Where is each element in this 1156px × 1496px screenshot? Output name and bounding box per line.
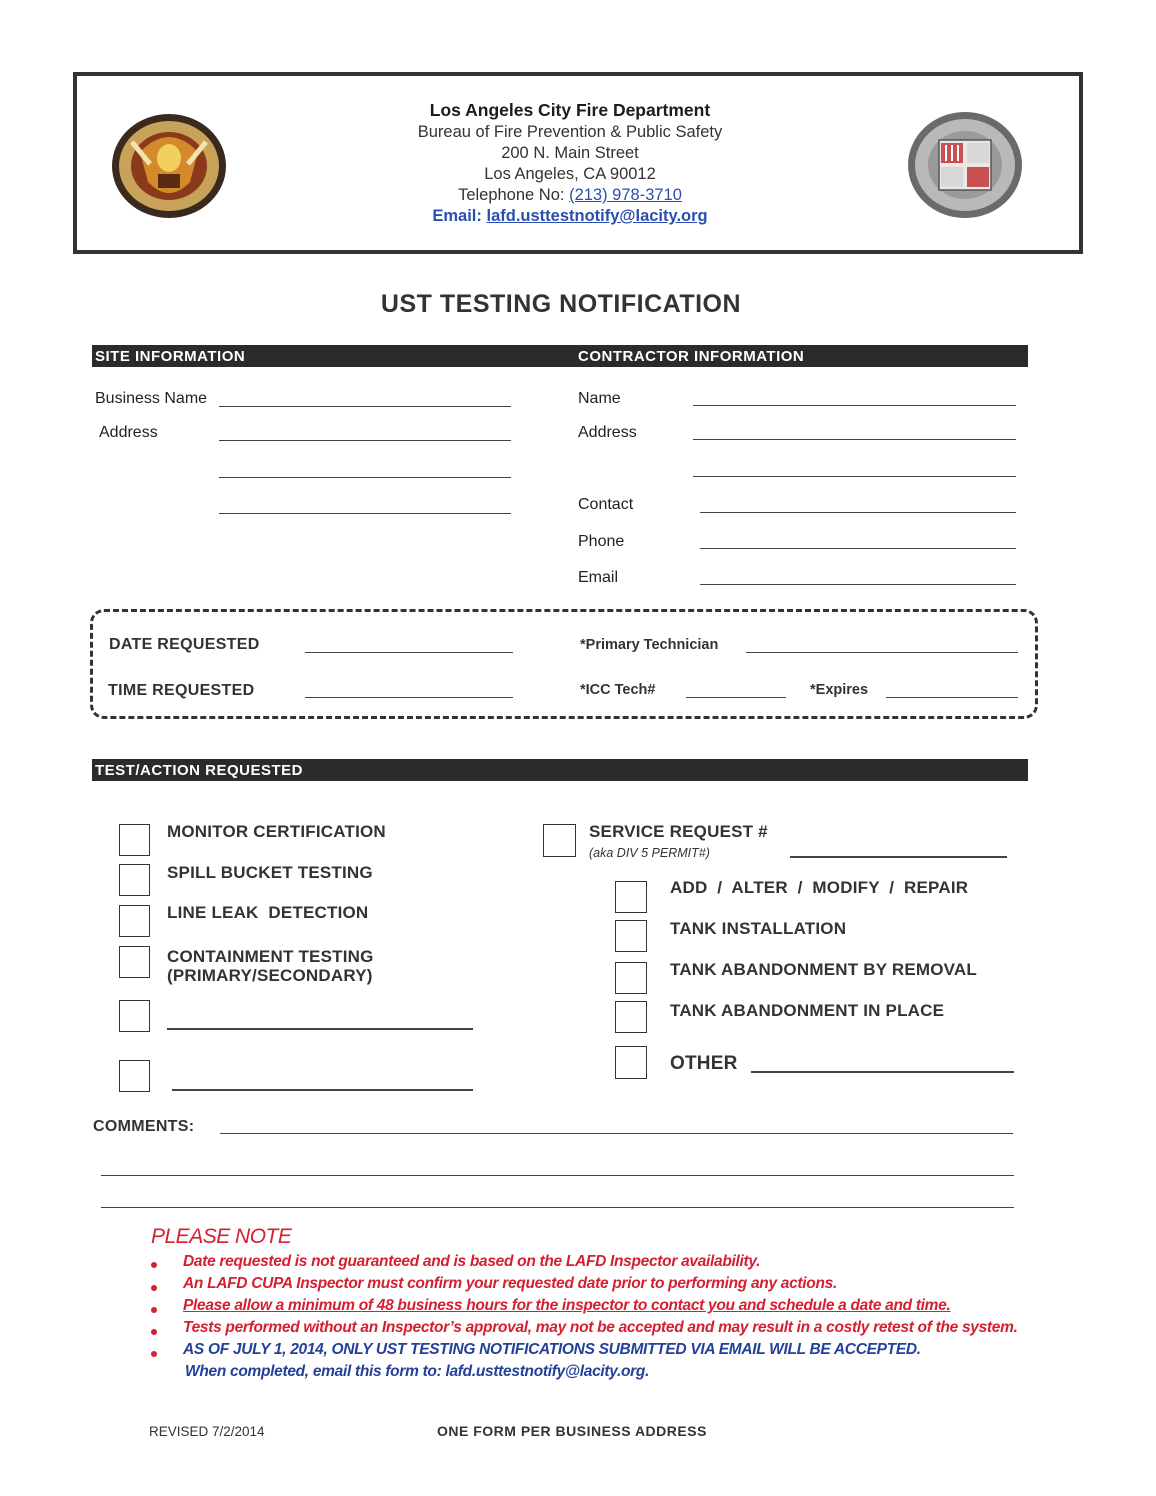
contact-field[interactable] <box>700 512 1016 513</box>
one-form-notice: ONE FORM PER BUSINESS ADDRESS <box>437 1423 707 1439</box>
primary-tech-label: *Primary Technician <box>580 637 719 653</box>
note-6: When completed, email this form to: lafd.usttestnotify@lacity.org. <box>185 1363 650 1380</box>
date-requested-label: DATE REQUESTED <box>109 636 260 653</box>
contractor-address-label: Address <box>578 424 637 441</box>
containment-checkbox[interactable] <box>119 946 150 978</box>
tank-installation-label: TANK INSTALLATION <box>670 919 847 938</box>
abandonment-removal-label: TANK ABANDONMENT BY REMOVAL <box>670 960 977 979</box>
other-label: OTHER <box>670 1053 738 1074</box>
note-2: An LAFD CUPA Inspector must confirm your requested date prior to performing any actions. <box>183 1275 837 1292</box>
email-label: Email: <box>432 207 482 225</box>
containment-label: CONTAINMENT TESTING <box>167 947 374 966</box>
email-line <box>330 207 810 226</box>
contractor-address-field[interactable] <box>693 439 1016 440</box>
spill-bucket-label: SPILL BUCKET TESTING <box>167 863 373 882</box>
abandonment-in-place-label: TANK ABANDONMENT IN PLACE <box>670 1001 945 1020</box>
custom-test-1-checkbox[interactable] <box>119 1000 150 1032</box>
comments-line-2[interactable] <box>101 1175 1014 1176</box>
custom-test-2-checkbox[interactable] <box>119 1060 150 1092</box>
other-field[interactable] <box>751 1071 1014 1073</box>
monitor-certification-label: MONITOR CERTIFICATION <box>167 822 386 841</box>
phone-label: Phone <box>578 533 625 550</box>
city-address: Los Angeles, CA 90012 <box>484 165 656 183</box>
custom-test-1-field[interactable] <box>167 1028 473 1030</box>
city-seal-logo <box>906 110 1024 220</box>
service-request-label: SERVICE REQUEST # <box>589 822 768 841</box>
contractor-name-label: Name <box>578 390 621 407</box>
business-name-field[interactable] <box>219 406 511 407</box>
tank-installation-checkbox[interactable] <box>615 920 647 952</box>
comments-line-3[interactable] <box>101 1207 1014 1208</box>
business-name-label: Business Name <box>95 390 208 407</box>
primary-tech-field[interactable] <box>746 652 1018 653</box>
service-request-sublabel: (aka DIV 5 PERMIT#) <box>589 846 710 860</box>
telephone-label: Telephone No: <box>458 186 565 204</box>
please-note-heading: PLEASE NOTE <box>151 1225 292 1248</box>
test-action-heading: TEST/ACTION REQUESTED <box>95 762 304 779</box>
lafd-seal-logo <box>110 112 228 220</box>
service-request-checkbox[interactable] <box>543 824 576 857</box>
revised-date: REVISED 7/2/2014 <box>149 1424 265 1439</box>
line-leak-label: LINE LEAK DETECTION <box>167 903 369 922</box>
note-bullet-4 <box>151 1329 157 1335</box>
expires-label: *Expires <box>810 682 869 698</box>
custom-test-2-field[interactable] <box>172 1089 473 1091</box>
site-address-line-2[interactable] <box>219 477 511 478</box>
note-bullet-2 <box>151 1285 157 1291</box>
telephone-link[interactable]: (213) 978-3710 <box>569 186 682 204</box>
contractor-address-line-2[interactable] <box>693 476 1016 477</box>
note-bullet-3 <box>151 1307 157 1313</box>
expires-field[interactable] <box>886 697 1018 698</box>
add-alter-checkbox[interactable] <box>615 881 647 913</box>
add-alter-label: ADD / ALTER / MODIFY / REPAIR <box>670 878 969 897</box>
contractor-info-heading: CONTRACTOR INFORMATION <box>578 348 805 365</box>
site-address-line-3[interactable] <box>219 513 511 514</box>
email-field-label: Email <box>578 569 619 586</box>
telephone-line <box>330 186 810 205</box>
abandonment-in-place-checkbox[interactable] <box>615 1001 647 1033</box>
note-3: Please allow a minimum of 48 business hours for the inspector to contact you and schedule a date and time. <box>183 1297 951 1314</box>
line-leak-checkbox[interactable] <box>119 905 150 937</box>
note-1: Date requested is not guaranteed and is based on the LAFD Inspector availability. <box>183 1253 761 1270</box>
note-4: Tests performed without an Inspector’s approval, may not be accepted and may result in a costly retest of the system. <box>183 1319 1018 1336</box>
abandonment-removal-checkbox[interactable] <box>615 962 647 994</box>
contractor-name-field[interactable] <box>693 405 1016 406</box>
page-title: UST TESTING NOTIFICATION <box>380 290 742 318</box>
date-requested-field[interactable] <box>305 652 513 653</box>
phone-field[interactable] <box>700 548 1016 549</box>
time-requested-label: TIME REQUESTED <box>108 682 255 699</box>
containment-sublabel: (PRIMARY/SECONDARY) <box>167 966 373 985</box>
street-address: 200 N. Main Street <box>501 144 639 162</box>
note-bullet-5 <box>151 1351 157 1357</box>
schedule-box <box>90 609 1038 719</box>
comments-label: COMMENTS: <box>93 1118 195 1135</box>
icc-tech-field[interactable] <box>686 697 786 698</box>
other-checkbox[interactable] <box>615 1046 647 1079</box>
icc-tech-label: *ICC Tech# <box>580 682 656 698</box>
bureau-name: Bureau of Fire Prevention & Public Safety <box>417 123 723 141</box>
site-info-heading: SITE INFORMATION <box>95 348 246 365</box>
service-request-field[interactable] <box>790 856 1007 858</box>
site-address-label: Address <box>99 424 158 441</box>
email-field[interactable] <box>700 584 1016 585</box>
contact-label: Contact <box>578 496 634 513</box>
site-address-field[interactable] <box>219 440 511 441</box>
time-requested-field[interactable] <box>305 697 513 698</box>
org-name: Los Angeles City Fire Department <box>429 100 711 120</box>
comments-field[interactable] <box>220 1133 1013 1134</box>
note-bullet-1 <box>151 1262 157 1268</box>
note-5: AS OF JULY 1, 2014, ONLY UST TESTING NOTIFICATIONS SUBMITTED VIA EMAIL WILL BE ACCEPTED. <box>183 1341 921 1358</box>
spill-bucket-checkbox[interactable] <box>119 864 150 896</box>
email-link[interactable]: lafd.usttestnotify@lacity.org <box>486 207 708 225</box>
monitor-certification-checkbox[interactable] <box>119 824 150 856</box>
